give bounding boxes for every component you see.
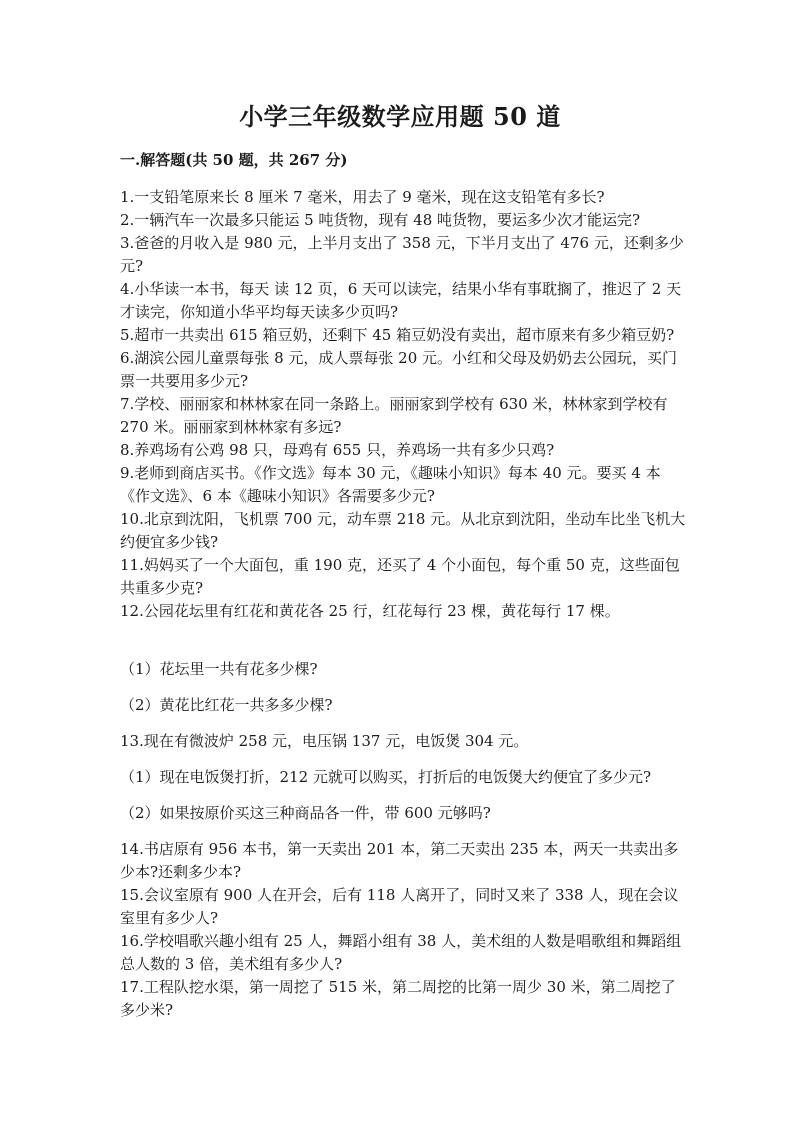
spacer (120, 717, 688, 730)
question-list (120, 186, 688, 1022)
question-9: 9.老师到商店买书。《作文选》每本 30 元，《趣味小知识》每本 40 元。要买 4 本《作文选》、6 本《趣味小知识》各需要多少元? (120, 464, 661, 505)
question-5: 5.超市一共卖出 615 箱豆奶，还剩下 45 箱豆奶没有卖出，超市原来有多少箱豆奶? (120, 326, 675, 344)
question-11: 11.妈妈买了一个大面包，重 190 克，还买了 4 个小面包，每个重 50 克，这些面包共重多少克? (120, 556, 680, 597)
question-6: 6.湖滨公园儿童票每张 8 元，成人票每张 20 元。小红和父母及奶奶去公园玩，买门票一共要用多少元? (120, 349, 678, 390)
page-title: 小学三年级数学应用题 50 道 (239, 102, 561, 131)
question-12-part-2: （2）黄花比红花一共多多少棵? (120, 696, 333, 714)
question-12: 12.公园花坛里有红花和黄花各 25 行，红花每行 23 棵，黄花每行 17 棵。 (120, 602, 620, 620)
question-13-part-2: （2）如果按原价买这三种商品各一件，带 600 元够吗? (120, 804, 491, 822)
question-13: 13.现在有微波炉 258 元，电压锅 137 元，电饭煲 304 元。 (120, 732, 529, 750)
section-heading: 一.解答题(共 50 题，共 267 分) (120, 151, 348, 169)
spacer (120, 789, 688, 802)
question-3: 3.爸爸的月收入是 980 元，上半月支出了 358 元，下半月支出了 476 元，还剩多少元? (120, 234, 684, 275)
spacer (120, 825, 688, 838)
question-15: 15.会议室原有 900 人在开会，后有 118 人离开了，同时又来了 338 人，现在会议室里有多少人? (120, 886, 679, 927)
question-14: 14.书店原有 956 本书，第一天卖出 201 本，第二天卖出 235 本，两天一共卖出多少本?还剩多少本? (120, 840, 679, 881)
question-10: 10.北京到沈阳，飞机票 700 元，动车票 218 元。从北京到沈阳，坐动车比坐飞机大约便宜多少钱? (120, 510, 686, 551)
question-13-part-1: （1）现在电饭煲打折，212 元就可以购买，打折后的电饭煲大约便宜了多少元? (120, 768, 651, 786)
spacer (120, 681, 688, 694)
question-16: 16.学校唱歌兴趣小组有 25 人，舞蹈小组有 38 人，美术组的人数是唱歌组和舞蹈组总人数的 3 倍，美术组有多少人? (120, 932, 682, 973)
question-1: 1.一支铅笔原来长 8 厘米 7 毫米，用去了 9 毫米，现在这支铅笔有多长? (120, 188, 605, 206)
question-17: 17.工程队挖水渠，第一周挖了 515 米，第二周挖的比第一周少 30 米，第二周挖了多少米? (120, 978, 676, 1019)
question-4: 4.小华读一本书，每天 读 12 页，6 天可以读完，结果小华有事耽搁了，推迟了 2 天才读完，你知道小华平均每天读多少页吗? (120, 280, 682, 321)
spacer (120, 753, 688, 766)
question-7: 7.学校、丽丽家和林林家在同一条路上。丽丽家到学校有 630 米，林林家到学校有 270 米。丽丽家到林林家有多远? (120, 395, 668, 436)
spacer (120, 623, 688, 658)
question-8: 8.养鸡场有公鸡 98 只，母鸡有 655 只，养鸡场一共有多少只鸡? (120, 441, 555, 459)
question-2: 2.一辆汽车一次最多只能运 5 吨货物，现有 48 吨货物，要运多少次才能运完? (120, 211, 641, 229)
question-12-part-1: （1）花坛里一共有花多少棵? (120, 660, 318, 678)
